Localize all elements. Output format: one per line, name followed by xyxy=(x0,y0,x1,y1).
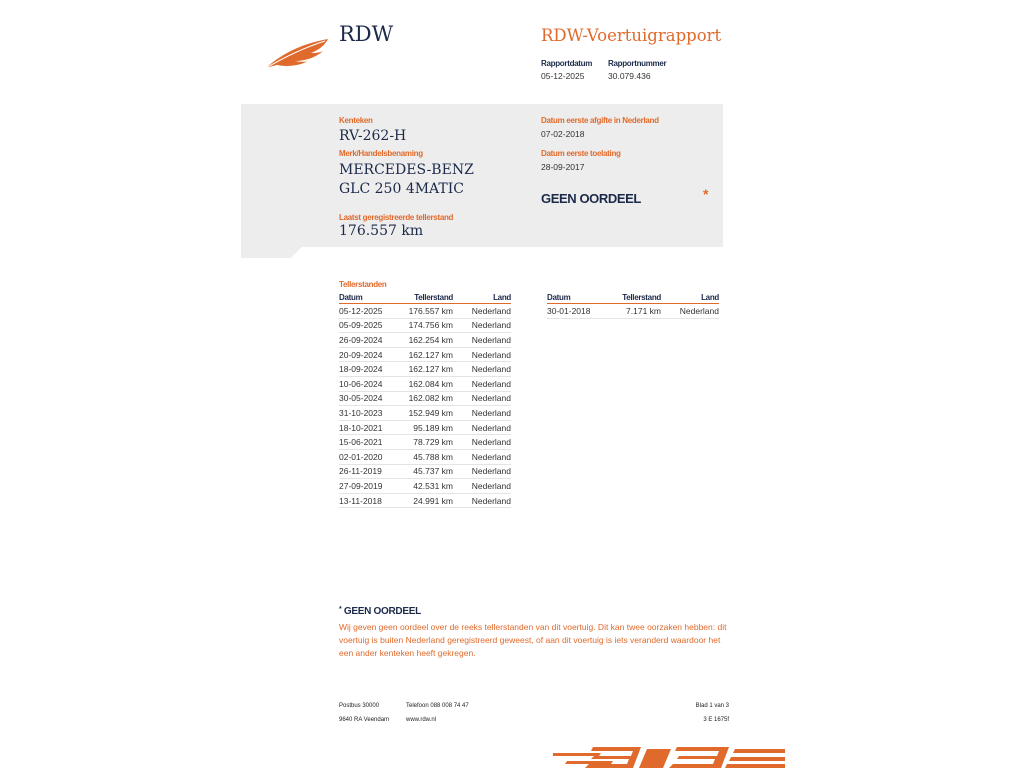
row-country: Nederland xyxy=(453,318,511,333)
row-country: Nederland xyxy=(453,347,511,362)
footer-address-1: Postbus 30000 xyxy=(339,703,380,709)
plate-value: RV-262-H xyxy=(339,128,407,144)
plate-label: Kenteken xyxy=(339,116,373,125)
verdict: GEEN OORDEEL xyxy=(541,191,641,206)
report-date-label: Rapportdatum xyxy=(541,59,593,68)
row-country: Nederland xyxy=(661,304,719,319)
odometer-table-right xyxy=(547,292,719,319)
report-title: RDW-Voertuigrapport xyxy=(541,26,722,45)
report-date: 05-12-2025 xyxy=(541,71,585,81)
footer-phone: Telefoon 088 008 74 47 xyxy=(406,703,469,709)
odometer-section-title: Tellerstanden xyxy=(339,280,387,289)
row-date: 18-09-2024 xyxy=(339,362,391,377)
row-country: Nederland xyxy=(453,304,511,319)
table-row xyxy=(339,347,511,362)
footer-code: 3 E 1675f xyxy=(703,717,729,723)
row-date: 31-10-2023 xyxy=(339,406,391,421)
table-row xyxy=(339,435,511,450)
col-date-header: Datum xyxy=(339,292,391,304)
first-nl-label: Datum eerste afgifte in Nederland xyxy=(541,116,659,125)
col-country-header: Land xyxy=(453,292,511,304)
panel-notch xyxy=(241,246,303,258)
footer-website[interactable]: www.rdw.nl xyxy=(406,717,437,723)
table-row xyxy=(339,479,511,494)
row-reading: 7.171 km xyxy=(599,304,661,319)
row-reading: 162.127 km xyxy=(391,347,453,362)
row-reading: 162.084 km xyxy=(391,376,453,391)
row-date: 13-11-2018 xyxy=(339,493,391,508)
col-reading-header: Tellerstand xyxy=(391,292,453,304)
row-country: Nederland xyxy=(453,391,511,406)
table-row xyxy=(339,362,511,377)
table-row xyxy=(339,420,511,435)
row-date: 20-09-2024 xyxy=(339,347,391,362)
row-reading: 176.557 km xyxy=(391,304,453,319)
col-reading-header: Tellerstand xyxy=(599,292,661,304)
table-row xyxy=(339,449,511,464)
note-heading-mark: * xyxy=(339,606,342,613)
col-date-header: Datum xyxy=(547,292,599,304)
org-name: RDW xyxy=(339,22,394,46)
row-date: 30-05-2024 xyxy=(339,391,391,406)
row-date: 26-09-2024 xyxy=(339,333,391,348)
row-country: Nederland xyxy=(453,493,511,508)
first-admission-value: 28-09-2017 xyxy=(541,162,585,172)
footer-page: Blad 1 van 3 xyxy=(695,703,729,709)
row-country: Nederland xyxy=(453,464,511,479)
row-date: 15-06-2021 xyxy=(339,435,391,450)
row-reading: 152.949 km xyxy=(391,406,453,421)
odometer-value: 176.557 km xyxy=(339,223,424,239)
col-country-header: Land xyxy=(661,292,719,304)
row-country: Nederland xyxy=(453,406,511,421)
note-text: Wij geven geen oordeel over de reeks tellerstanden van dit voertuig. Dit kan twee oorzaken hebben: dit voertuig is buiten Nederland geregistreerd geweest, of aan dit voertuig is iets veranderd waardoor het een ander kenteken heeft gekregen. xyxy=(339,622,727,658)
row-date: 05-09-2025 xyxy=(339,318,391,333)
rdw-feather-logo xyxy=(265,34,331,70)
row-date: 10-06-2024 xyxy=(339,376,391,391)
row-country: Nederland xyxy=(453,362,511,377)
row-reading: 162.254 km xyxy=(391,333,453,348)
note-heading xyxy=(339,606,421,617)
table-header-row xyxy=(547,292,719,304)
make-label: Merk/Handelsbenaming xyxy=(339,149,423,158)
table-row xyxy=(339,464,511,479)
table-row xyxy=(339,376,511,391)
row-reading: 78.729 km xyxy=(391,435,453,450)
row-country: Nederland xyxy=(453,479,511,494)
make-value: MERCEDES-BENZ xyxy=(339,162,474,178)
table-row xyxy=(339,318,511,333)
row-reading: 162.082 km xyxy=(391,391,453,406)
verdict-asterisk: * xyxy=(703,186,709,202)
row-country: Nederland xyxy=(453,420,511,435)
report-number-label: Rapportnummer xyxy=(608,59,667,68)
row-date: 05-12-2025 xyxy=(339,304,391,319)
table-row xyxy=(339,333,511,348)
table-row xyxy=(339,391,511,406)
table-row xyxy=(547,304,719,319)
model-value: GLC 250 4MATIC xyxy=(339,181,464,197)
odometer-table-left xyxy=(339,292,511,508)
table-row xyxy=(339,304,511,319)
table-row xyxy=(339,406,511,421)
row-reading: 174.756 km xyxy=(391,318,453,333)
row-date: 18-10-2021 xyxy=(339,420,391,435)
row-country: Nederland xyxy=(453,435,511,450)
row-country: Nederland xyxy=(453,333,511,348)
note-heading-text: GEEN OORDEEL xyxy=(343,606,421,617)
report-number: 30.079.436 xyxy=(608,71,651,81)
vehicle-info-panel xyxy=(241,104,723,247)
row-date: 27-09-2019 xyxy=(339,479,391,494)
row-reading: 162.127 km xyxy=(391,362,453,377)
row-date: 30-01-2018 xyxy=(547,304,599,319)
rdw-stripes-graphic xyxy=(553,745,785,768)
first-nl-value: 07-02-2018 xyxy=(541,129,585,139)
row-reading: 45.788 km xyxy=(391,449,453,464)
row-reading: 42.531 km xyxy=(391,479,453,494)
footer-address-2: 9640 RA Veendam xyxy=(339,717,390,723)
odometer-label: Laatst geregistreerde tellerstand xyxy=(339,213,454,222)
table-row xyxy=(339,493,511,508)
row-reading: 45.737 km xyxy=(391,464,453,479)
row-date: 26-11-2019 xyxy=(339,464,391,479)
row-date: 02-01-2020 xyxy=(339,449,391,464)
row-reading: 95.189 km xyxy=(391,420,453,435)
row-reading: 24.991 km xyxy=(391,493,453,508)
first-admission-label: Datum eerste toelating xyxy=(541,149,621,158)
table-header-row xyxy=(339,292,511,304)
row-country: Nederland xyxy=(453,376,511,391)
row-country: Nederland xyxy=(453,449,511,464)
